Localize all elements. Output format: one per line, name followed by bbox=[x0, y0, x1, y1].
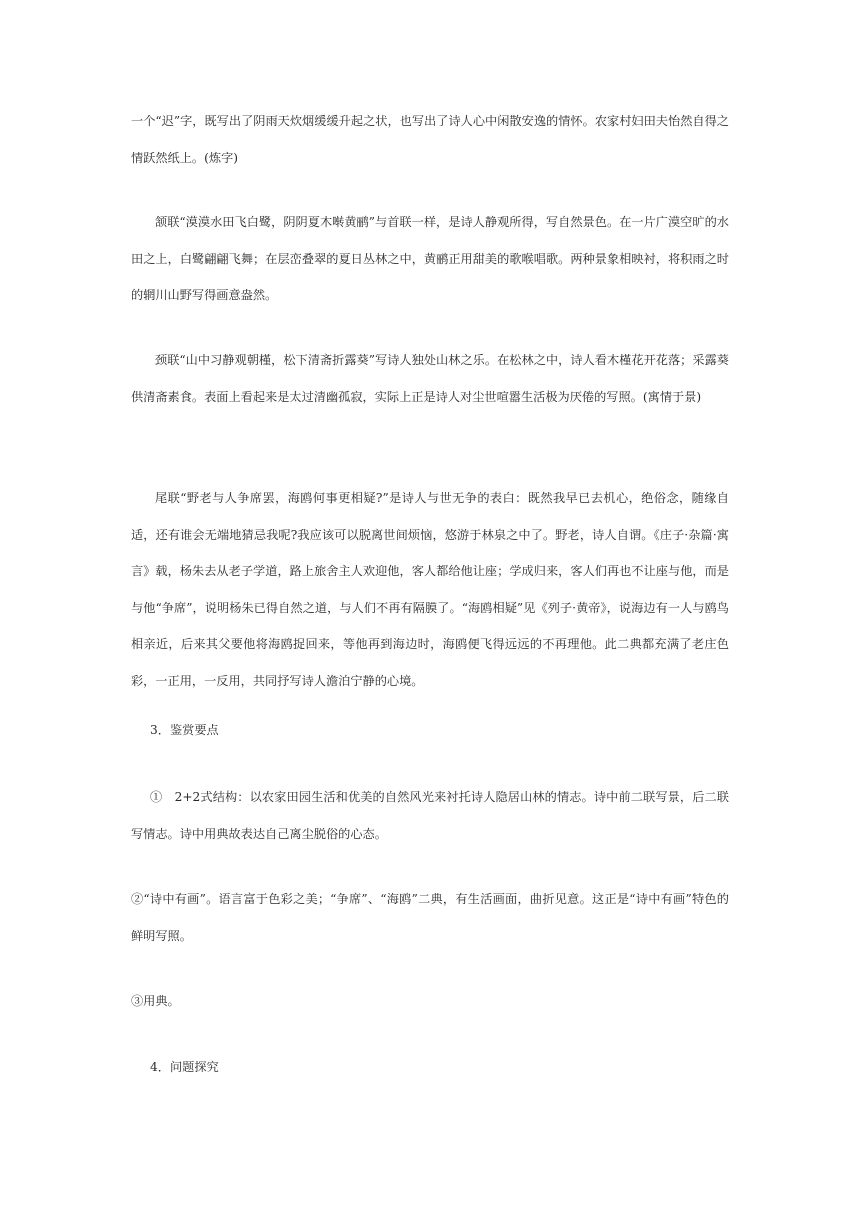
paragraph-third-couplet: 颈联“山中习静观朝槿，松下清斋折露葵”写诗人独处山林之乐。在松林之中，诗人看木槿花开花落；采露葵供清斋素食。表面上看起来是太过清幽孤寂，实际上正是诗人对尘世喧嚣生活极为厌倦的写照。(寓情于景) bbox=[131, 353, 729, 404]
appreciation-point-structure: ① 2+2式结构：以农家田园生活和优美的自然风光来衬托诗人隐居山林的情志。诗中前二联写景，后二联写情志。诗中用典故表达自己离尘脱俗的心态。 bbox=[131, 790, 729, 841]
section-heading-appreciation: 3．鉴赏要点 bbox=[150, 723, 219, 737]
appreciation-point-painting: ②“诗中有画”。语言富于色彩之美；“争席”、“海鸥”二典，有生活画面，曲折见意。这正是“诗中有画”特色的鲜明写照。 bbox=[131, 892, 729, 943]
appreciation-point-allusion: ③用典。 bbox=[131, 994, 180, 1008]
section-heading-inquiry: 4．问题探究 bbox=[150, 1060, 219, 1074]
paragraph-final-couplet: 尾联“野老与人争席罢，海鸥何事更相疑?”是诗人与世无争的表白：既然我早已去机心，绝俗念，随缘自适，还有谁会无端地猜忌我呢?我应该可以脱离世间烦恼，悠游于林泉之中了。野老，诗人自谓。《庄子·杂篇·寓言》载，杨朱去从老子学道，路上旅舍主人欢迎他，客人都给他让座；学成归来，客人们再也不让座与他，而是与他“争席”，说明杨朱已得自然之道，与人们不再有隔膜了。“海鸥相疑”见《列子·黄帝》，说海边有一人与鸥鸟相亲近，后来其父要他将海鸥捉回来，等他再到海边时，海鸥便飞得远远的不再理他。此二典都充满了老庄色彩，一正用，一反用，共同抒写诗人澹泊宁静的心境。 bbox=[131, 491, 729, 688]
paragraph-chimney-smoke: 一个“迟”字，既写出了阴雨天炊烟缓缓升起之状，也写出了诗人心中闲散安逸的情怀。农家村妇田夫怡然自得之情跃然纸上。(炼字) bbox=[131, 114, 729, 165]
paragraph-second-couplet: 颔联“漠漠水田飞白鹭，阴阴夏木啭黄鹂”与首联一样，是诗人静观所得，写自然景色。在一片广漠空旷的水田之上，白鹭翩翩飞舞；在层峦叠翠的夏日丛林之中，黄鹂正用甜美的歌喉唱歌。两种景象相映衬，将积雨之时的辋川山野写得画意盎然。 bbox=[131, 215, 729, 302]
